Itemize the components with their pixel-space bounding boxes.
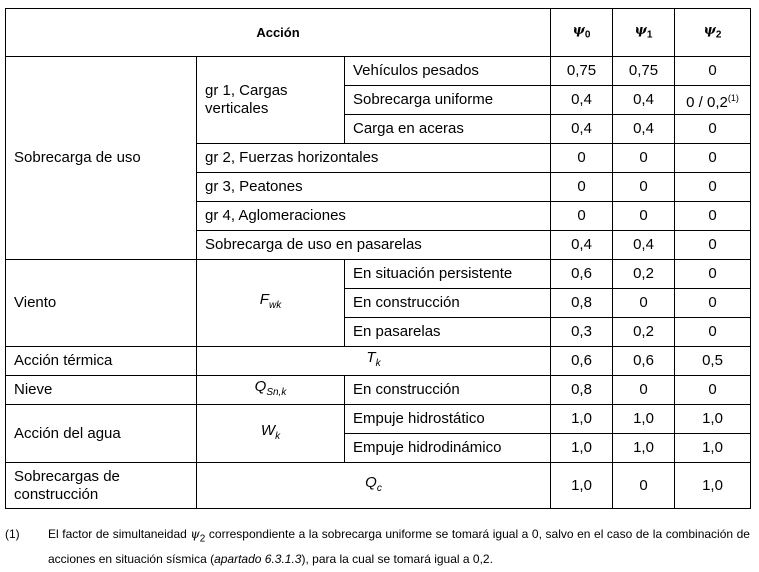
- psi1-value: 0,4: [613, 115, 675, 144]
- footnote-ref: (1): [727, 92, 739, 103]
- psi1-value: 0: [613, 376, 675, 405]
- psi0-value: 0: [551, 173, 613, 202]
- psi0-value: 0,3: [551, 318, 613, 347]
- sub-label: Sobrecarga uniforme: [345, 86, 551, 115]
- psi1-value: 0,4: [613, 86, 675, 115]
- sub-label: Carga en aceras: [345, 115, 551, 144]
- psi0-value: 1,0: [551, 434, 613, 463]
- psi2-value: 0: [675, 289, 751, 318]
- psi2-value: 1,0: [675, 434, 751, 463]
- sub-label: En construcción: [345, 289, 551, 318]
- table-row: [6, 347, 751, 376]
- psi0-value: 1,0: [551, 463, 613, 509]
- group-label-gr3: gr 3, Peatones: [197, 173, 551, 202]
- psi1-value: 0,6: [613, 347, 675, 376]
- psi0-value: 0,4: [551, 115, 613, 144]
- symbol-qc: $Q_c$: [197, 463, 551, 509]
- psi2-value: 0: [675, 202, 751, 231]
- symbol-qsnk: $Q_{Sn,k}$: [197, 376, 345, 405]
- table-row: [6, 260, 751, 289]
- footnote-mark: (1): [5, 527, 20, 541]
- psi2-value: 0 / 0,2$^{(1)}$: [675, 86, 751, 115]
- row-label-termica: Acción térmica: [6, 347, 197, 376]
- psi2-value: 0: [675, 260, 751, 289]
- psi2-value: 1,0: [675, 463, 751, 509]
- psi2-value: 0: [675, 231, 751, 260]
- psi1-value: 0,4: [613, 231, 675, 260]
- group-label-gr1: gr 1, Cargas verticales: [197, 57, 345, 144]
- group-label-gr4: gr 4, Aglomeraciones: [197, 202, 551, 231]
- psi0-value: 0: [551, 202, 613, 231]
- psi1-value: 0: [613, 289, 675, 318]
- psi1-value: 0,2: [613, 318, 675, 347]
- sub-label: Vehículos pesados: [345, 57, 551, 86]
- sub-label: En situación persistente: [345, 260, 551, 289]
- table-row: [6, 405, 751, 434]
- group-label-pasarelas: Sobrecarga de uso en pasarelas: [197, 231, 551, 260]
- psi1-value: 0,2: [613, 260, 675, 289]
- psi1-value: 0: [613, 463, 675, 509]
- header-psi0: $\psi_0$: [551, 9, 613, 57]
- row-label-viento: Viento: [6, 260, 197, 347]
- psi1-value: 0,75: [613, 57, 675, 86]
- psi2-value: 0: [675, 115, 751, 144]
- sub-label: En construcción: [345, 376, 551, 405]
- group-label-gr2: gr 2, Fuerzas horizontales: [197, 144, 551, 173]
- header-psi2: $\psi_2$: [675, 9, 751, 57]
- psi1-value: 1,0: [613, 405, 675, 434]
- row-label-sobrecarga-uso: Sobrecarga de uso: [6, 57, 197, 260]
- psi0-value: 0,75: [551, 57, 613, 86]
- table-row: [6, 463, 751, 509]
- sub-label: Empuje hidrostático: [345, 405, 551, 434]
- sub-label: En pasarelas: [345, 318, 551, 347]
- symbol-tk: $T_k$: [197, 347, 551, 376]
- psi0-value: 0,6: [551, 260, 613, 289]
- psi2-value: 1,0: [675, 405, 751, 434]
- psi2-value: 0: [675, 173, 751, 202]
- footnote: [5, 524, 750, 569]
- symbol-fwk: $F_{wk}$: [197, 260, 345, 347]
- psi0-value: 1,0: [551, 405, 613, 434]
- header-psi1: $\psi_1$: [613, 9, 675, 57]
- table-row: [6, 376, 751, 405]
- psi1-value: 0: [613, 144, 675, 173]
- row-label-agua: Acción del agua: [6, 405, 197, 463]
- psi2-value: 0,5: [675, 347, 751, 376]
- psi0-value: 0,6: [551, 347, 613, 376]
- psi2-value: 0: [675, 376, 751, 405]
- row-label-nieve: Nieve: [6, 376, 197, 405]
- psi2-value: 0: [675, 144, 751, 173]
- psi0-value: 0: [551, 144, 613, 173]
- psi1-value: 1,0: [613, 434, 675, 463]
- psi0-value: 0,4: [551, 86, 613, 115]
- header-accion: Acción: [6, 9, 551, 57]
- symbol-wk: $W_k$: [197, 405, 345, 463]
- psi1-value: 0: [613, 202, 675, 231]
- combination-factors-table: [5, 8, 751, 509]
- sub-label: Empuje hidrodinámico: [345, 434, 551, 463]
- row-label-sobrecargas-construccion: Sobrecargas de construcción: [6, 463, 197, 509]
- psi1-value: 0: [613, 173, 675, 202]
- footnote-text: El factor de simultaneidad $\psi_2$ correspondiente a la sobrecarga uniforme se tomará igual a 0, salvo en el caso de la combinación de acciones en situación sísmica (apartado 6.3.1.3), para la cual se tomará igual a 0,2.: [48, 527, 750, 567]
- psi2-value: 0: [675, 57, 751, 86]
- psi0-value: 0,8: [551, 376, 613, 405]
- psi2-value: 0: [675, 318, 751, 347]
- psi0-value: 0,4: [551, 231, 613, 260]
- header-row: [6, 9, 751, 57]
- psi0-value: 0,8: [551, 289, 613, 318]
- table-row: [6, 57, 751, 86]
